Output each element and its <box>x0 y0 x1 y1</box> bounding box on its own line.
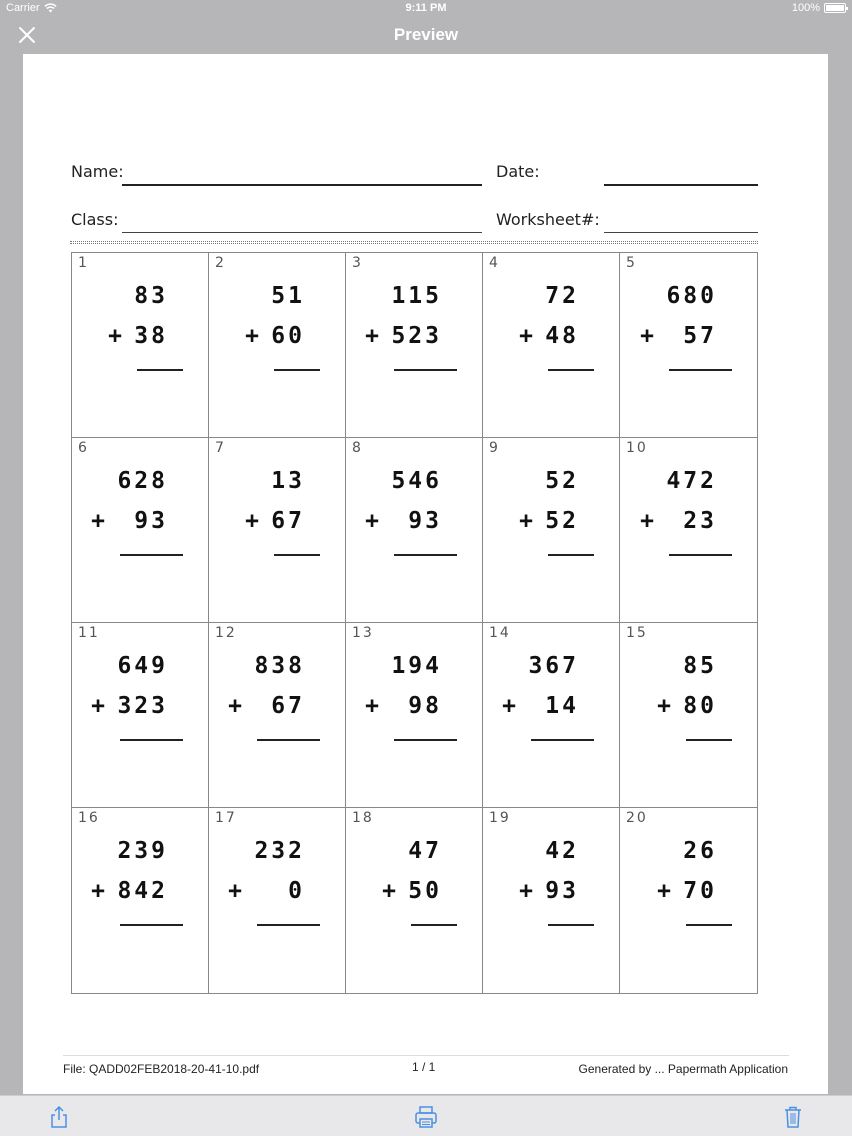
addend-bottom: 48 <box>545 323 579 349</box>
problem-number: 20 <box>626 810 648 826</box>
problem-cell <box>346 808 483 993</box>
problem-number: 10 <box>626 440 648 456</box>
plus-sign: + <box>91 878 105 904</box>
addend-top: 83 <box>134 283 168 309</box>
problem-number: 8 <box>352 440 363 456</box>
answer-line <box>531 739 594 741</box>
addend-top: 239 <box>117 838 168 864</box>
addend-top: 42 <box>545 838 579 864</box>
bottom-toolbar <box>0 1095 852 1136</box>
problem-number: 4 <box>489 255 500 271</box>
problem-grid <box>71 252 758 994</box>
answer-line <box>686 924 732 926</box>
plus-sign: + <box>502 693 516 719</box>
footer-divider <box>63 1055 789 1056</box>
clock: 9:11 PM <box>405 2 447 14</box>
addend-bottom: 323 <box>117 693 168 719</box>
problem-number: 17 <box>215 810 237 826</box>
plus-sign: + <box>365 508 379 534</box>
addend-bottom: 0 <box>288 878 305 904</box>
addend-top: 649 <box>117 653 168 679</box>
date-label: Date: <box>496 162 540 181</box>
battery-icon <box>824 3 846 13</box>
answer-line <box>686 739 732 741</box>
problem-number: 9 <box>489 440 500 456</box>
addend-bottom: 93 <box>408 508 442 534</box>
answer-line <box>548 924 594 926</box>
addend-top: 232 <box>254 838 305 864</box>
plus-sign: + <box>657 878 671 904</box>
problem-cell <box>72 623 209 808</box>
addend-bottom: 93 <box>545 878 579 904</box>
addend-top: 838 <box>254 653 305 679</box>
problem-cell <box>209 623 346 808</box>
addend-bottom: 23 <box>683 508 717 534</box>
nav-title: Preview <box>393 25 459 44</box>
plus-sign: + <box>245 323 259 349</box>
plus-sign: + <box>382 878 396 904</box>
addend-top: 51 <box>271 283 305 309</box>
problem-number: 13 <box>352 625 374 641</box>
class-line <box>122 232 482 233</box>
problem-number: 2 <box>215 255 226 271</box>
answer-line <box>274 554 320 556</box>
addend-bottom: 14 <box>545 693 579 719</box>
problem-number: 7 <box>215 440 226 456</box>
problem-number: 16 <box>78 810 100 826</box>
worksheet-line <box>604 232 758 233</box>
problem-number: 11 <box>78 625 100 641</box>
plus-sign: + <box>657 693 671 719</box>
answer-line <box>394 554 457 556</box>
addend-bottom: 38 <box>134 323 168 349</box>
problem-number: 18 <box>352 810 374 826</box>
plus-sign: + <box>108 323 122 349</box>
addend-bottom: 67 <box>271 508 305 534</box>
addend-top: 13 <box>271 468 305 494</box>
problem-cell <box>72 253 209 438</box>
addend-top: 115 <box>391 283 442 309</box>
status-bar <box>0 0 852 18</box>
header-divider <box>70 241 758 244</box>
addend-top: 546 <box>391 468 442 494</box>
addend-bottom: 57 <box>683 323 717 349</box>
name-line <box>122 184 482 186</box>
navigation-bar <box>0 18 852 52</box>
worksheet-page <box>23 54 828 1094</box>
addend-bottom: 80 <box>683 693 717 719</box>
battery-percent: 100% <box>791 2 820 14</box>
addend-top: 52 <box>545 468 579 494</box>
problem-number: 14 <box>489 625 511 641</box>
problem-number: 12 <box>215 625 237 641</box>
answer-line <box>394 369 457 371</box>
answer-line <box>669 554 732 556</box>
worksheet-label: Worksheet#: <box>496 210 600 229</box>
answer-line <box>120 554 183 556</box>
problem-cell <box>483 253 620 438</box>
class-label: Class: <box>71 210 119 229</box>
plus-sign: + <box>365 693 379 719</box>
plus-sign: + <box>365 323 379 349</box>
plus-sign: + <box>228 693 242 719</box>
problem-cell <box>620 253 757 438</box>
battery-indicator <box>792 2 846 14</box>
answer-line <box>257 739 320 741</box>
problem-cell <box>346 253 483 438</box>
answer-line <box>394 739 457 741</box>
problem-cell <box>209 253 346 438</box>
answer-line <box>548 369 594 371</box>
plus-sign: + <box>519 323 533 349</box>
addend-bottom: 93 <box>134 508 168 534</box>
printer-icon[interactable] <box>413 1104 439 1130</box>
plus-sign: + <box>519 508 533 534</box>
footer-filename: File: QADD02FEB2018-20-41-10.pdf <box>63 1062 260 1076</box>
addend-bottom: 842 <box>117 878 168 904</box>
addend-bottom: 70 <box>683 878 717 904</box>
problem-cell <box>209 438 346 623</box>
plus-sign: + <box>228 878 242 904</box>
plus-sign: + <box>640 323 654 349</box>
plus-sign: + <box>245 508 259 534</box>
addend-top: 367 <box>528 653 579 679</box>
answer-line <box>120 924 183 926</box>
addend-top: 680 <box>666 283 717 309</box>
answer-line <box>669 369 732 371</box>
problem-number: 5 <box>626 255 637 271</box>
addend-bottom: 60 <box>271 323 305 349</box>
footer-generated: Generated by ... Papermath Application <box>578 1062 788 1076</box>
answer-line <box>411 924 457 926</box>
problem-cell <box>620 438 757 623</box>
problem-cell <box>72 808 209 993</box>
problem-cell <box>620 808 757 993</box>
answer-line <box>257 924 320 926</box>
plus-sign: + <box>91 693 105 719</box>
addend-bottom: 98 <box>408 693 442 719</box>
answer-line <box>548 554 594 556</box>
plus-sign: + <box>519 878 533 904</box>
problem-number: 1 <box>78 255 89 271</box>
addend-top: 472 <box>666 468 717 494</box>
problem-number: 15 <box>626 625 648 641</box>
answer-line <box>120 739 183 741</box>
problem-cell <box>483 808 620 993</box>
problem-number: 6 <box>78 440 89 456</box>
addend-bottom: 67 <box>271 693 305 719</box>
carrier-label: Carrier <box>6 2 40 14</box>
problem-cell <box>483 623 620 808</box>
problem-cell <box>346 623 483 808</box>
addend-bottom: 52 <box>545 508 579 534</box>
problem-cell <box>209 808 346 993</box>
footer-page: 1 / 1 <box>412 1060 436 1074</box>
problem-number: 3 <box>352 255 363 271</box>
plus-sign: + <box>91 508 105 534</box>
addend-top: 85 <box>683 653 717 679</box>
share-icon[interactable] <box>46 1104 72 1130</box>
addend-top: 194 <box>391 653 442 679</box>
addend-top: 628 <box>117 468 168 494</box>
problem-cell <box>483 438 620 623</box>
addend-top: 72 <box>545 283 579 309</box>
problem-cell <box>620 623 757 808</box>
problem-number: 19 <box>489 810 511 826</box>
date-line <box>604 184 758 186</box>
name-label: Name: <box>71 162 124 181</box>
addend-top: 47 <box>408 838 442 864</box>
answer-line <box>137 369 183 371</box>
addend-top: 26 <box>683 838 717 864</box>
problem-cell <box>346 438 483 623</box>
problem-cell <box>72 438 209 623</box>
addend-bottom: 50 <box>408 878 442 904</box>
plus-sign: + <box>640 508 654 534</box>
trash-icon[interactable] <box>780 1104 806 1130</box>
addend-bottom: 523 <box>391 323 442 349</box>
answer-line <box>274 369 320 371</box>
